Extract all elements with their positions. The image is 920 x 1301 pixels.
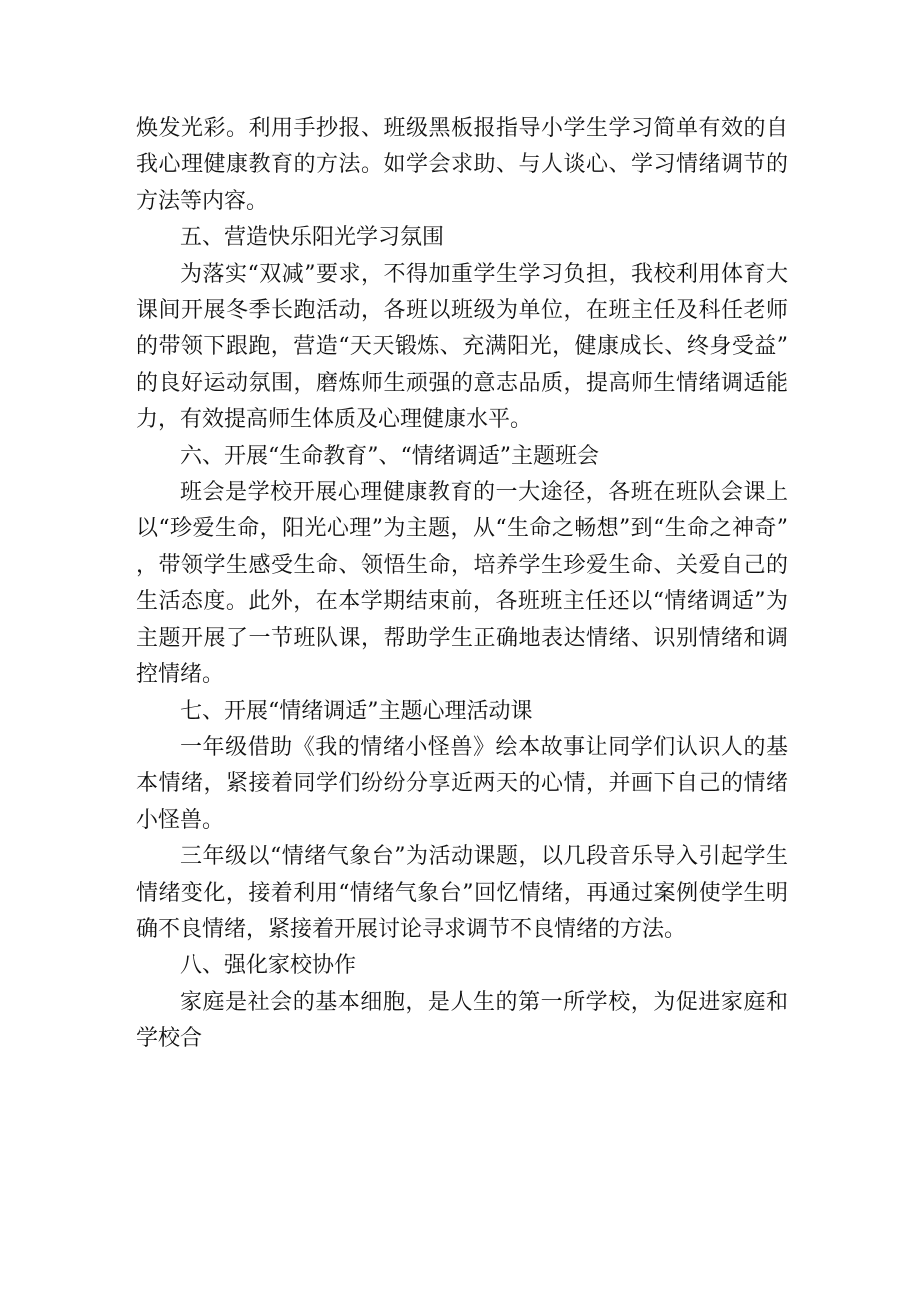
document-body (136, 111, 788, 1058)
section-heading-five: 五、营造快乐阳光学习氛围 (180, 225, 445, 251)
paragraph-continuation: 焕发光彩。利用手抄报、班级黑板报指导小学生学习简单有效的自我心理健康教育的方法。如学会求助、与人谈心、学习情绪调节的方法等内容。 (136, 116, 788, 214)
paragraph-grade-one: 一年级借助《我的情绪小怪兽》绘本故事让同学们认识人的基本情绪，紧接着同学们纷纷分享近两天的心情，并画下自己的情绪小怪兽。 (136, 734, 788, 833)
paragraph-grade-three: 三年级以“情绪气象台”为活动课题，以几段音乐导入引起学生情绪变化，接着利用“情绪气象台”回忆情绪，再通过案例使学生明确不良情绪，紧接着开展讨论寻求调节不良情绪的方法。 (136, 844, 788, 942)
paragraph-sunshine-atmosphere: 为落实“双减”要求，不得加重学生学习负担，我校利用体育大课间开展冬季长跑活动，各班以班级为单位，在班主任及科任老师的带领下跟跑，营造“天天锻炼、充满阳光，健康成长、终身受益”的良好运动氛围，磨炼师生顽强的意志品质，提高师生情绪调适能力，有效提高师生体质及心理健康水平。 (136, 261, 788, 433)
section-heading-six: 六、开展“生命教育”、“情绪调适”主题班会 (180, 443, 599, 469)
paragraph-home-school: 家庭是社会的基本细胞，是人生的第一所学校，为促进家庭和学校合 (136, 989, 788, 1052)
section-heading-seven: 七、开展“情绪调适”主题心理活动课 (180, 698, 533, 724)
paragraph-class-meeting: 班会是学校开展心理健康教育的一大途径，各班在班队会课上以“珍爱生命，阳光心理”为主题，从“生命之畅想”到“生命之神奇”，带领学生感受生命、领悟生命，培养学生珍爱生命、关爱自己的生活态度。此外，在本学期结束前，各班班主任还以“情绪调适”为主题开展了一节班队课，帮助学生正确地表达情绪、识别情绪和调控情绪。 (136, 480, 788, 688)
section-heading-eight: 八、强化家校协作 (180, 953, 357, 979)
